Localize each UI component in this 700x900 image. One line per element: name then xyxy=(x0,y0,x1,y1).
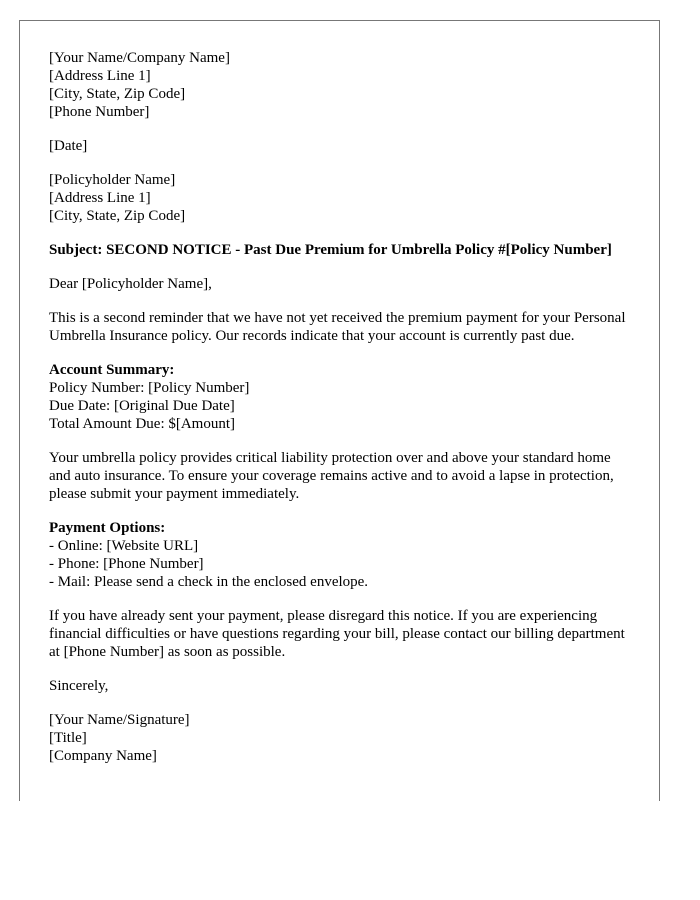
payment-option-phone: - Phone: [Phone Number] xyxy=(49,556,204,572)
letter-content xyxy=(49,49,634,781)
recipient-city: [City, State, Zip Code] xyxy=(49,208,186,224)
recipient-name: [Policyholder Name] xyxy=(49,172,176,188)
subject-block xyxy=(49,241,634,259)
sender-address: [Address Line 1] xyxy=(49,68,151,84)
salutation: Dear [Policyholder Name], xyxy=(49,276,212,292)
letter-date: [Date] xyxy=(49,138,88,154)
intro-block xyxy=(49,309,634,345)
salutation-block xyxy=(49,275,634,293)
payment-option-mail: - Mail: Please send a check in the enclosed envelope. xyxy=(49,574,369,590)
closing-block xyxy=(49,607,634,661)
payment-options-heading: Payment Options: xyxy=(49,520,166,536)
sender-phone: [Phone Number] xyxy=(49,104,150,120)
summary-policy-number: Policy Number: [Policy Number] xyxy=(49,380,250,396)
signoff: Sincerely, xyxy=(49,678,109,694)
subject-line: Subject: SECOND NOTICE - Past Due Premium for Umbrella Policy #[Policy Number] xyxy=(49,242,612,258)
recipient-block xyxy=(49,171,634,225)
intro-paragraph: This is a second reminder that we have not yet received the premium payment for your Personal Umbrella Insurance policy. Our records indicate that your account is currently past due. xyxy=(49,310,626,344)
sender-block xyxy=(49,49,634,121)
coverage-block xyxy=(49,449,634,503)
signature-block xyxy=(49,711,634,765)
summary-total-due: Total Amount Due: $[Amount] xyxy=(49,416,236,432)
payment-options-block xyxy=(49,519,634,591)
date-block xyxy=(49,137,634,155)
closing-paragraph: If you have already sent your payment, please disregard this notice. If you are experiencing financial difficulties or have questions regarding your bill, please contact our billing department at [Phone Number] as soon as possible. xyxy=(49,608,625,660)
sender-name: [Your Name/Company Name] xyxy=(49,50,230,66)
signature-company: [Company Name] xyxy=(49,748,157,764)
coverage-paragraph: Your umbrella policy provides critical liability protection over and above your standard home and auto insurance. To ensure your coverage remains active and to avoid a lapse in protection, please submit your payment immediately. xyxy=(49,450,614,502)
account-summary-heading: Account Summary: xyxy=(49,362,175,378)
letter-page xyxy=(19,20,660,801)
signature-name: [Your Name/Signature] xyxy=(49,712,190,728)
payment-option-online: - Online: [Website URL] xyxy=(49,538,199,554)
signoff-block xyxy=(49,677,634,695)
summary-due-date: Due Date: [Original Due Date] xyxy=(49,398,235,414)
sender-city: [City, State, Zip Code] xyxy=(49,86,186,102)
signature-title: [Title] xyxy=(49,730,87,746)
account-summary-block xyxy=(49,361,634,433)
recipient-address: [Address Line 1] xyxy=(49,190,151,206)
